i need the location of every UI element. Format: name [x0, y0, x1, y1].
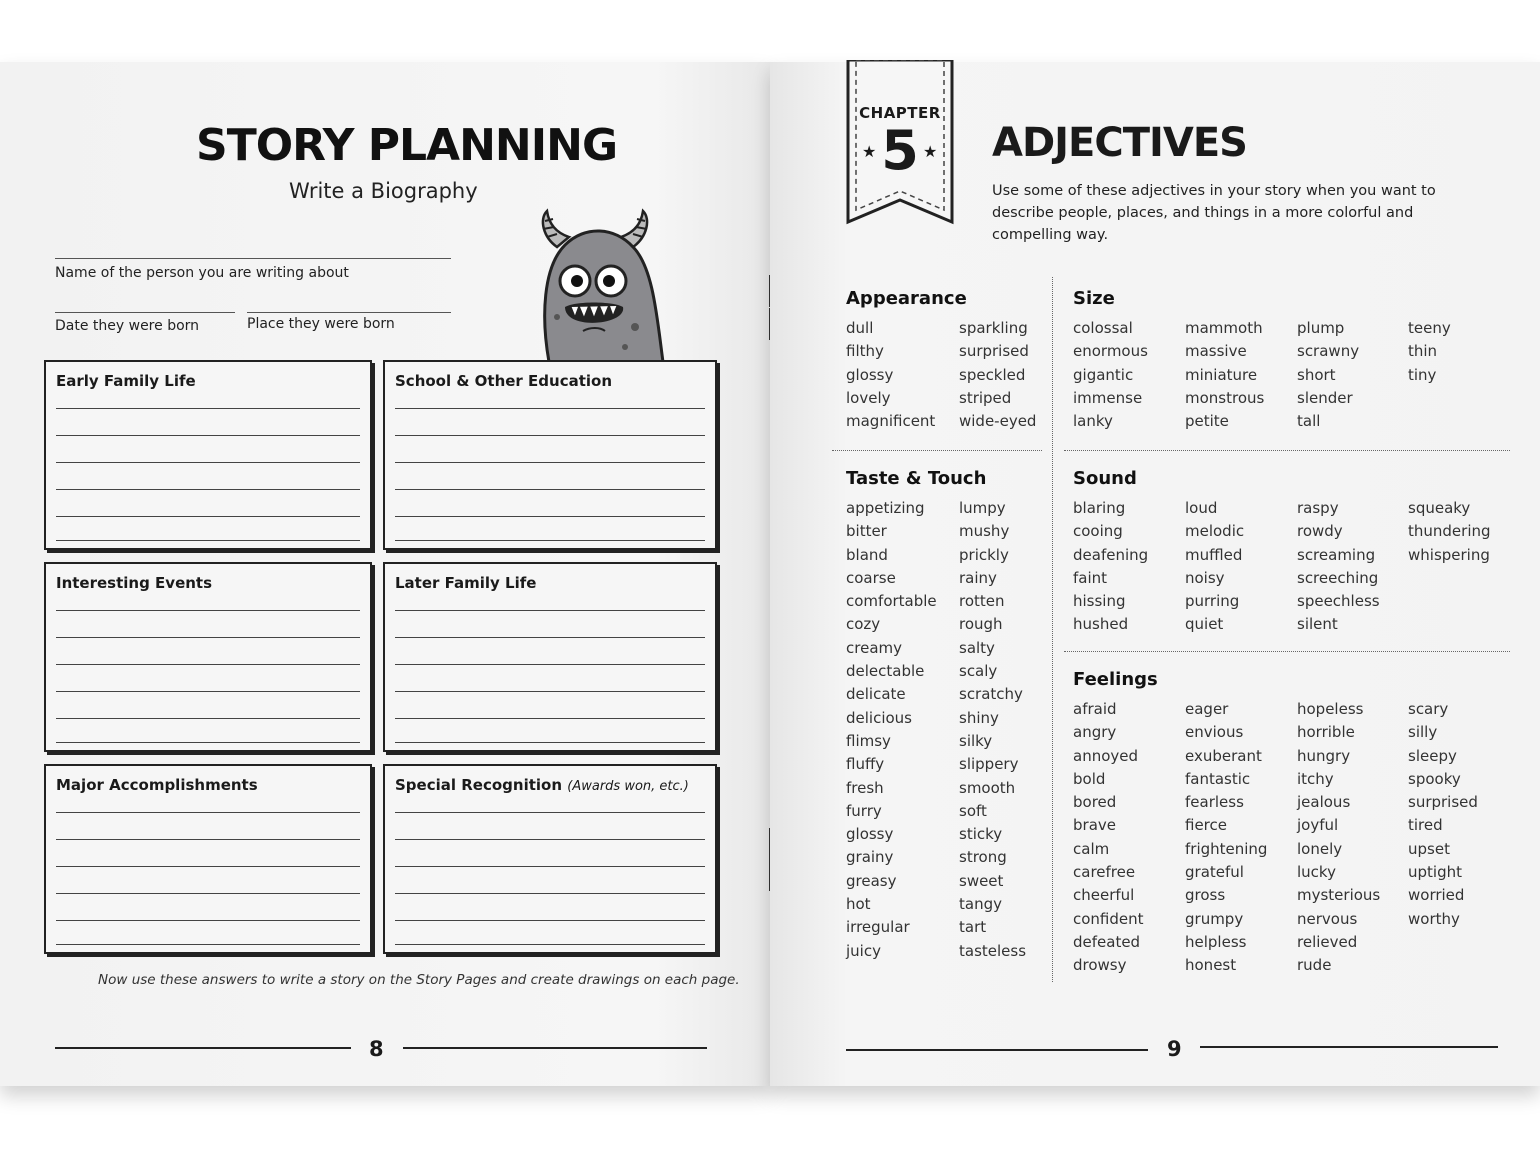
adjective-word: greasy — [846, 871, 897, 890]
adjective-word: rotten — [959, 592, 1005, 611]
adjective-word: speckled — [959, 365, 1026, 384]
word-list — [1408, 497, 1491, 567]
box-title: Special Recognition (Awards won, etc.) — [395, 776, 689, 794]
adjective-word: glossy — [846, 365, 894, 384]
row-divider — [1064, 651, 1510, 652]
adjective-word: mysterious — [1297, 886, 1381, 905]
book-spread — [0, 62, 1540, 1086]
date-field-line[interactable] — [55, 312, 235, 313]
adjective-word: speechless — [1297, 592, 1380, 611]
footnote: Now use these answers to write a story on the Story Pages and create drawings on each page. — [98, 972, 740, 988]
adjective-word: rainy — [959, 568, 997, 587]
adjective-word: hushed — [1073, 615, 1129, 634]
adjective-word: scary — [1408, 700, 1449, 718]
adjective-word: fresh — [846, 778, 884, 797]
adjective-word: grainy — [846, 848, 894, 867]
adjective-word: juicy — [846, 941, 881, 960]
box-title: Later Family Life — [395, 574, 537, 592]
adjective-word: envious — [1185, 723, 1244, 742]
section-description: Use some of these adjectives in your story when you want to describe people, places, and things in a more colorful and compelling way. — [992, 183, 1436, 243]
adjective-word: delectable — [846, 662, 925, 681]
adjective-word: bored — [1073, 793, 1117, 812]
adjective-word: delicate — [846, 685, 906, 704]
adjective-word: hungry — [1297, 746, 1351, 765]
adjective-word: uptight — [1408, 863, 1462, 882]
adjective-word: wide-eyed — [959, 412, 1037, 431]
adjective-word: annoyed — [1073, 746, 1139, 765]
adjective-word: enormous — [1073, 342, 1148, 361]
adjective-word: shiny — [959, 708, 999, 727]
adjective-word: filthy — [846, 342, 884, 361]
chapter-banner — [846, 60, 954, 228]
adjective-word: cheerful — [1073, 886, 1135, 905]
adjective-word: monstrous — [1185, 388, 1265, 407]
adjective-word: slippery — [959, 755, 1019, 774]
adjective-word: muffled — [1185, 545, 1243, 564]
adjective-word: honest — [1185, 956, 1237, 975]
adjective-word: plump — [1297, 319, 1345, 337]
adjective-word: brave — [1073, 816, 1116, 835]
word-list — [1185, 698, 1267, 978]
page-number: 8 — [369, 1037, 384, 1061]
adjective-word: worthy — [1408, 909, 1460, 928]
adjective-word: calm — [1073, 839, 1110, 858]
adjective-word: grumpy — [1185, 909, 1244, 928]
sound-heading: Sound — [1073, 468, 1137, 489]
footer-rule-left — [846, 1049, 1148, 1051]
adjective-word: teeny — [1408, 319, 1451, 337]
adjective-word: fluffy — [846, 755, 885, 774]
adjective-word: tangy — [959, 895, 1002, 914]
adjective-word: bitter — [846, 522, 887, 541]
adjective-word: irregular — [846, 918, 910, 937]
adjective-word: appetizing — [846, 499, 925, 517]
adjective-word: frightening — [1185, 839, 1268, 858]
appearance-heading: Appearance — [846, 288, 967, 309]
box-title: Major Accomplishments — [56, 776, 258, 794]
adjective-word: creamy — [846, 638, 902, 657]
adjective-word: immense — [1073, 388, 1143, 407]
adjective-word: glossy — [846, 825, 894, 844]
name-field-line[interactable] — [55, 258, 451, 259]
adjective-word: silky — [959, 731, 993, 750]
adjective-word: dull — [846, 319, 874, 337]
adjective-word: rowdy — [1297, 522, 1343, 541]
adjective-word: raspy — [1297, 499, 1339, 517]
adjective-word: tall — [1297, 412, 1321, 431]
word-list — [1073, 317, 1148, 433]
adjective-word: drowsy — [1073, 956, 1127, 975]
adjective-word: short — [1297, 365, 1336, 384]
adjective-word: silly — [1408, 723, 1438, 742]
adjective-word: rough — [959, 615, 1003, 634]
page-subtitle: Write a Biography — [289, 179, 478, 203]
monster-icon — [535, 207, 670, 362]
adjective-word: squeaky — [1408, 499, 1471, 517]
adjective-word: delicious — [846, 708, 912, 727]
planning-box-school-education[interactable] — [383, 360, 717, 550]
adjective-word: fierce — [1185, 816, 1227, 835]
adjective-word: soft — [959, 801, 987, 820]
feelings-heading: Feelings — [1073, 669, 1158, 690]
adjective-word: faint — [1073, 568, 1108, 587]
adjective-word: bland — [846, 545, 888, 564]
adjective-word: eager — [1185, 700, 1229, 718]
adjective-word: lucky — [1297, 863, 1336, 882]
adjective-word: tired — [1408, 816, 1443, 835]
chapter-number: 5 — [881, 119, 919, 182]
footer-rule-right — [1200, 1046, 1498, 1048]
adjective-word: slender — [1297, 388, 1353, 407]
place-field-label: Place they were born — [247, 316, 395, 332]
word-list — [1297, 698, 1380, 978]
adjective-word: hissing — [1073, 592, 1126, 611]
adjective-word: screeching — [1297, 568, 1379, 587]
adjective-word: joyful — [1297, 816, 1339, 835]
adjective-word: silent — [1297, 615, 1338, 634]
adjective-word: lovely — [846, 388, 891, 407]
adjective-word: flimsy — [846, 731, 891, 750]
adjective-word: lonely — [1297, 839, 1343, 858]
planning-box-special-recognition[interactable] — [383, 764, 717, 954]
star-icon: ★ — [923, 142, 938, 161]
adjective-word: hopeless — [1297, 700, 1364, 718]
star-icon: ★ — [862, 142, 877, 161]
adjective-word: coarse — [846, 568, 896, 587]
word-list — [1408, 698, 1478, 931]
adjective-word: thin — [1408, 342, 1438, 361]
adjective-word: fantastic — [1185, 769, 1251, 788]
section-heading: ADJECTIVES — [992, 120, 1247, 166]
adjective-word: confident — [1073, 909, 1144, 928]
adjective-word: comfortable — [846, 592, 937, 611]
footer-rule-left — [55, 1047, 351, 1049]
adjective-word: furry — [846, 801, 882, 820]
adjective-word: angry — [1073, 723, 1117, 742]
word-list — [1297, 497, 1380, 637]
word-list — [1297, 317, 1359, 433]
adjective-word: spooky — [1408, 769, 1461, 788]
adjective-word: massive — [1185, 342, 1247, 361]
name-field-label: Name of the person you are writing about — [55, 265, 349, 281]
adjective-word: salty — [959, 638, 995, 657]
adjective-word: mushy — [959, 522, 1010, 541]
planning-box-interesting-events[interactable] — [44, 562, 372, 752]
adjective-word: carefree — [1073, 863, 1136, 882]
left-page — [0, 62, 770, 1086]
word-list — [846, 317, 935, 433]
adjective-word: sparkling — [959, 319, 1028, 337]
page-number: 9 — [1167, 1037, 1182, 1061]
adjective-word: mammoth — [1185, 319, 1263, 337]
taste-touch-heading: Taste & Touch — [846, 468, 987, 489]
column-divider — [1052, 277, 1053, 982]
footer-rule-right — [403, 1047, 707, 1049]
adjective-word: worried — [1408, 886, 1465, 905]
adjective-word: lanky — [1073, 412, 1113, 431]
adjective-word: scrawny — [1297, 342, 1360, 361]
adjective-word: noisy — [1185, 568, 1225, 587]
adjective-word: scaly — [959, 662, 998, 681]
adjective-word: cozy — [846, 615, 881, 634]
word-list — [959, 497, 1026, 963]
adjective-word: quiet — [1185, 615, 1224, 634]
row-divider — [1064, 450, 1510, 451]
adjective-word: whispering — [1408, 545, 1490, 564]
place-field-line[interactable] — [247, 312, 451, 313]
box-title: Interesting Events — [56, 574, 213, 592]
adjective-word: sleepy — [1408, 746, 1457, 765]
adjective-word: gross — [1185, 886, 1226, 905]
word-list — [846, 497, 937, 963]
word-list — [1185, 317, 1264, 433]
adjective-word: sticky — [959, 825, 1003, 844]
size-heading: Size — [1073, 288, 1115, 309]
adjective-word: screaming — [1297, 545, 1376, 564]
adjective-word: rude — [1297, 956, 1332, 975]
adjective-word: helpless — [1185, 932, 1247, 951]
adjective-word: thundering — [1408, 522, 1491, 541]
adjective-word: grateful — [1185, 863, 1244, 882]
adjective-word: striped — [959, 388, 1012, 407]
word-list — [1185, 497, 1244, 637]
adjective-word: scratchy — [959, 685, 1023, 704]
adjective-word: petite — [1185, 412, 1229, 431]
word-list — [1408, 317, 1451, 387]
adjective-word: smooth — [959, 778, 1016, 797]
word-list — [1073, 698, 1144, 978]
date-field-label: Date they were born — [55, 318, 200, 334]
box-title: Early Family Life — [56, 372, 196, 390]
adjective-word: tasteless — [959, 941, 1027, 960]
adjective-word: cooing — [1073, 522, 1123, 541]
adjective-word: exuberant — [1185, 746, 1262, 765]
chapter-label: CHAPTER — [859, 104, 941, 122]
word-list — [959, 317, 1036, 433]
adjective-word: sweet — [959, 871, 1004, 890]
planning-box-major-accomplishments[interactable] — [44, 764, 372, 954]
planning-box-early-family-life[interactable] — [44, 360, 372, 550]
adjective-word: blaring — [1073, 499, 1126, 517]
box-note: (Awards won, etc.) — [567, 779, 689, 794]
adjective-word: horrible — [1297, 723, 1355, 742]
adjective-word: prickly — [959, 545, 1009, 564]
row-divider — [832, 450, 1042, 451]
page-title: STORY PLANNING — [196, 120, 618, 171]
adjective-word: miniature — [1185, 365, 1258, 384]
adjective-word: nervous — [1297, 909, 1358, 928]
adjective-word: defeated — [1073, 932, 1141, 951]
right-page — [770, 62, 1540, 1086]
adjective-word: magnificent — [846, 412, 936, 431]
adjective-word: tart — [959, 918, 987, 937]
adjective-word: melodic — [1185, 522, 1245, 541]
adjective-word: fearless — [1185, 793, 1244, 812]
adjective-word: afraid — [1073, 700, 1117, 718]
adjective-word: loud — [1185, 499, 1218, 517]
adjective-word: lumpy — [959, 499, 1006, 517]
adjective-word: colossal — [1073, 319, 1133, 337]
adjective-word: deafening — [1073, 545, 1149, 564]
adjective-word: bold — [1073, 769, 1106, 788]
adjective-word: hot — [846, 895, 871, 914]
box-title: School & Other Education — [395, 372, 613, 390]
adjective-word: gigantic — [1073, 365, 1134, 384]
adjective-word: strong — [959, 848, 1007, 867]
adjective-word: purring — [1185, 592, 1240, 611]
word-list — [1073, 497, 1148, 637]
adjective-word: surprised — [1408, 793, 1478, 812]
adjective-word: jealous — [1297, 793, 1351, 812]
adjective-word: upset — [1408, 839, 1450, 858]
adjective-word: tiny — [1408, 365, 1437, 384]
planning-box-later-family-life[interactable] — [383, 562, 717, 752]
adjective-word: relieved — [1297, 932, 1358, 951]
adjective-word: surprised — [959, 342, 1029, 361]
adjective-word: itchy — [1297, 769, 1334, 788]
